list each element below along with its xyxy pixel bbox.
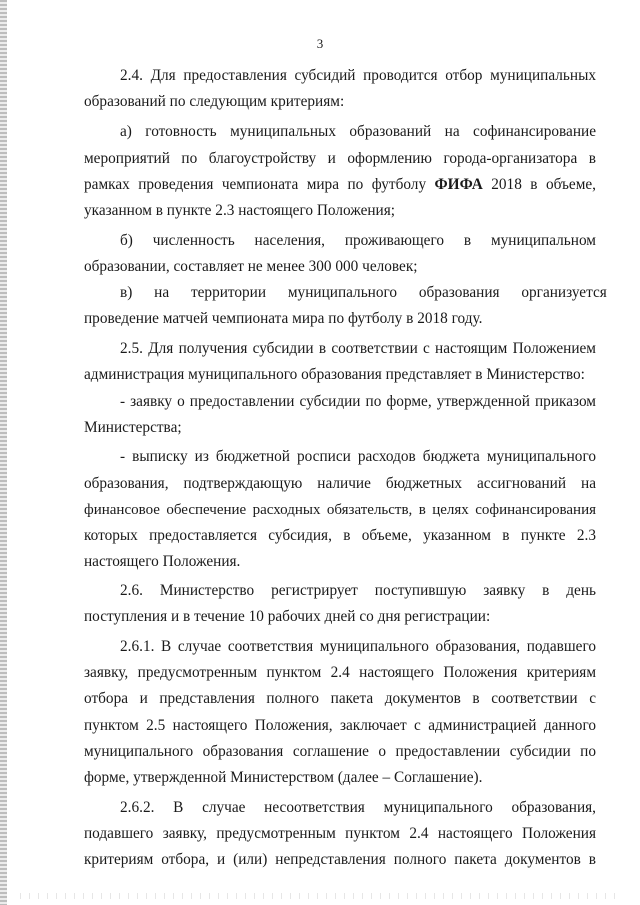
text-line: пунктом 2.5 настоящего Положения, заключает с администрацией данного — [84, 717, 596, 734]
text-line: образовании, составляет не менее 300 000 человек; — [84, 258, 418, 275]
text-line: - выписку из бюджетной росписи расходов бюджета муниципального — [120, 448, 596, 465]
scan-edge-artifact — [0, 0, 7, 905]
text-line: в) на территории муниципального образования организуется — [120, 284, 607, 301]
text-line: образований по следующим критериям: — [84, 93, 345, 110]
text-fragment: рамках проведения чемпионата мира по футболу — [84, 176, 435, 193]
text-line: финансовое обеспечение расходных обязательств, в целях софинансирования — [84, 502, 596, 518]
text-fragment: 2018 в объеме, — [482, 176, 596, 193]
text-line: мероприятий по благоустройству и оформлению города-организатора в — [84, 150, 596, 167]
text-line: 2.6.1. В случае соответствия муниципального образования, подавшего — [120, 638, 596, 655]
text-line: форме, утвержденной Министерством (далее – Соглашение). — [84, 769, 483, 786]
text-line: настоящего Положения. — [84, 553, 241, 570]
text-line: поступления и в течение 10 рабочих дней со дня регистрации: — [84, 608, 491, 625]
page-number: 3 — [316, 36, 324, 51]
text-line: б) численность населения, проживающего в муниципальном — [120, 232, 596, 249]
text-line: Министерства; — [84, 419, 182, 436]
text-line: критериям отбора, и (или) непредставления полного пакета документов в — [84, 851, 596, 868]
text-line: администрация муниципального образования представляет в Министерство: — [84, 366, 585, 383]
text-line: 2.6.2. В случае несоответствия муниципального образования, — [120, 799, 596, 816]
text-line: 2.6. Министерство регистрирует поступившую заявку в день — [120, 582, 596, 599]
text-line: 2.4. Для предоставления субсидий проводится отбор муниципальных — [120, 67, 596, 84]
text-line — [84, 175, 596, 195]
text-line: а) готовность муниципальных образований на софинансирование — [120, 123, 596, 140]
text-line: образования, подтверждающую наличие бюджетных ассигнований на — [84, 475, 596, 492]
text-line: муниципального образования соглашение о предоставлении субсидии по — [84, 743, 596, 760]
text-line: - заявку о предоставлении субсидии по форме, утвержденной приказом — [120, 393, 596, 410]
text-line: проведение матчей чемпионата мира по футболу в 2018 году. — [84, 310, 483, 327]
text-line: подавшего заявку, предусмотренным пунктом 2.4 настоящего Положения — [84, 825, 596, 842]
text-fragment-bold: ФИФА — [434, 176, 483, 193]
text-line: которых предоставляется субсидия, в объеме, указанном в пункте 2.3 — [84, 527, 596, 544]
scan-noise — [20, 893, 620, 899]
text-line: 2.5. Для получения субсидии в соответствии с настоящим Положением — [120, 340, 596, 357]
text-line: заявку, предусмотренным пунктом 2.4 настоящего Положения критериям — [84, 664, 596, 681]
text-line: отбора и представления полного пакета документов в соответствии с — [84, 690, 596, 707]
text-line: указанном в пункте 2.3 настоящего Положения; — [84, 202, 396, 219]
